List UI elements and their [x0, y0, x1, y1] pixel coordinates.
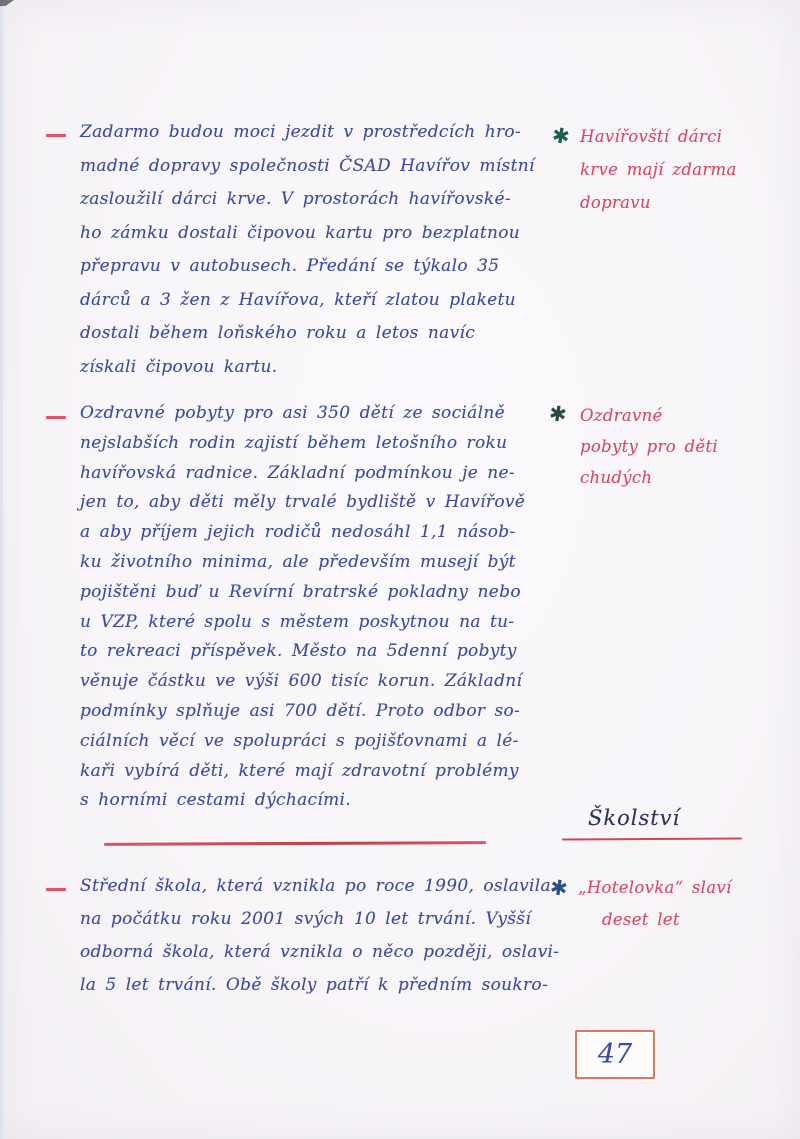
handwritten-line: zasloužilí dárci krve. V prostorách havířovské- [80, 189, 511, 209]
handwritten-line: jen to, aby děti měly trvalé bydliště v Havířově [80, 492, 526, 513]
handwritten-line: přepravu v autobusech. Předání se týkalo 35 [80, 256, 500, 276]
handwritten-line: Ozdravné pobyty pro asi 350 dětí ze sociálně [80, 403, 505, 423]
handwritten-line: la 5 let trvání. Obě školy patří k předním soukro- [80, 975, 549, 995]
margin-note-line: chudých [580, 468, 653, 487]
handwritten-line: ku životního minima, ale především musejí být [80, 551, 516, 572]
handwritten-line: Střední škola, která vznikla po roce 1990, oslavila [80, 876, 551, 896]
handwritten-line: havířovská radnice. Základní podmínkou je ne- [80, 462, 515, 483]
margin-note-line: krve mají zdarma [580, 160, 737, 179]
asterisk-marker-icon: ✱ [548, 874, 570, 902]
handwritten-line: kaři vybírá děti, které mají zdravotní problémy [80, 760, 519, 781]
margin-note-line: Havířovští dárci [580, 127, 723, 146]
paragraph [80, 870, 559, 1002]
margin-note-line: dopravu [580, 193, 651, 212]
margin-note [580, 400, 718, 493]
handwritten-line: a aby příjem jejich rodičů nedosáhl 1,1 násob- [80, 522, 516, 543]
handwritten-line: podmínky splňuje asi 700 dětí. Proto odbor so- [80, 700, 521, 721]
handwritten-line: to rekreaci příspěvek. Město na 5denní pobyty [80, 641, 517, 662]
scan-edge-artifact [0, 0, 3, 1139]
margin-note [580, 120, 737, 219]
heading-underline [562, 838, 742, 841]
handwritten-line: s horními cestami dýchacími. [80, 790, 351, 811]
handwritten-line: věnuje částku ve výši 600 tisíc korun. Základní [80, 671, 523, 692]
handwritten-line: dostali během loňského roku a letos navíc [80, 323, 476, 343]
paragraph-bullet: — [45, 401, 67, 431]
scan-corner-artifact [0, 0, 14, 6]
asterisk-marker-icon: ✱ [547, 400, 569, 428]
handwritten-line: ciálních věcí ve spolupráci s pojišťovnami a lé- [80, 730, 519, 751]
handwritten-line: dárců a 3 žen z Havířova, kteří zlatou plaketu [80, 289, 516, 310]
page-number-box [575, 1030, 655, 1079]
handwritten-line: na počátku roku 2001 svých 10 let trvání. Vyšší [80, 909, 532, 929]
handwritten-line: madné dopravy společnosti ČSAD Havířov místní [80, 155, 535, 176]
handwritten-line: ho zámku dostali čipovou kartu pro bezplatnou [80, 222, 521, 243]
handwritten-line: získali čipovou kartu. [80, 356, 278, 377]
handwritten-line: odborná škola, která vznikla o něco později, oslavi- [80, 942, 560, 962]
page-number: 47 [597, 1039, 633, 1070]
handwritten-line: pojištěni buď u Revírní bratrské pokladny nebo [80, 581, 521, 602]
asterisk-marker-icon: ✱ [550, 122, 572, 150]
handwritten-line: u VZP, které spolu s městem poskytnou na tu- [80, 611, 515, 632]
margin-note-line: pobyty pro děti [580, 437, 718, 456]
margin-note-line: Ozdravné [580, 406, 663, 425]
paragraph-bullet: — [45, 119, 67, 149]
paragraph [80, 116, 535, 384]
margin-note-line: deset let [602, 910, 680, 929]
handwritten-line: Zadarmo budou moci jezdit v prostředcích hro- [80, 122, 521, 142]
paragraph [80, 399, 525, 816]
margin-note-line: „Hotelovka“ slaví [578, 878, 732, 897]
paragraph-bullet: — [45, 873, 67, 903]
margin-note [578, 872, 732, 936]
handwritten-line: nejslabších rodin zajistí během letošního roku [80, 432, 508, 453]
section-heading: Školství [588, 806, 681, 830]
divider-line [104, 841, 486, 845]
